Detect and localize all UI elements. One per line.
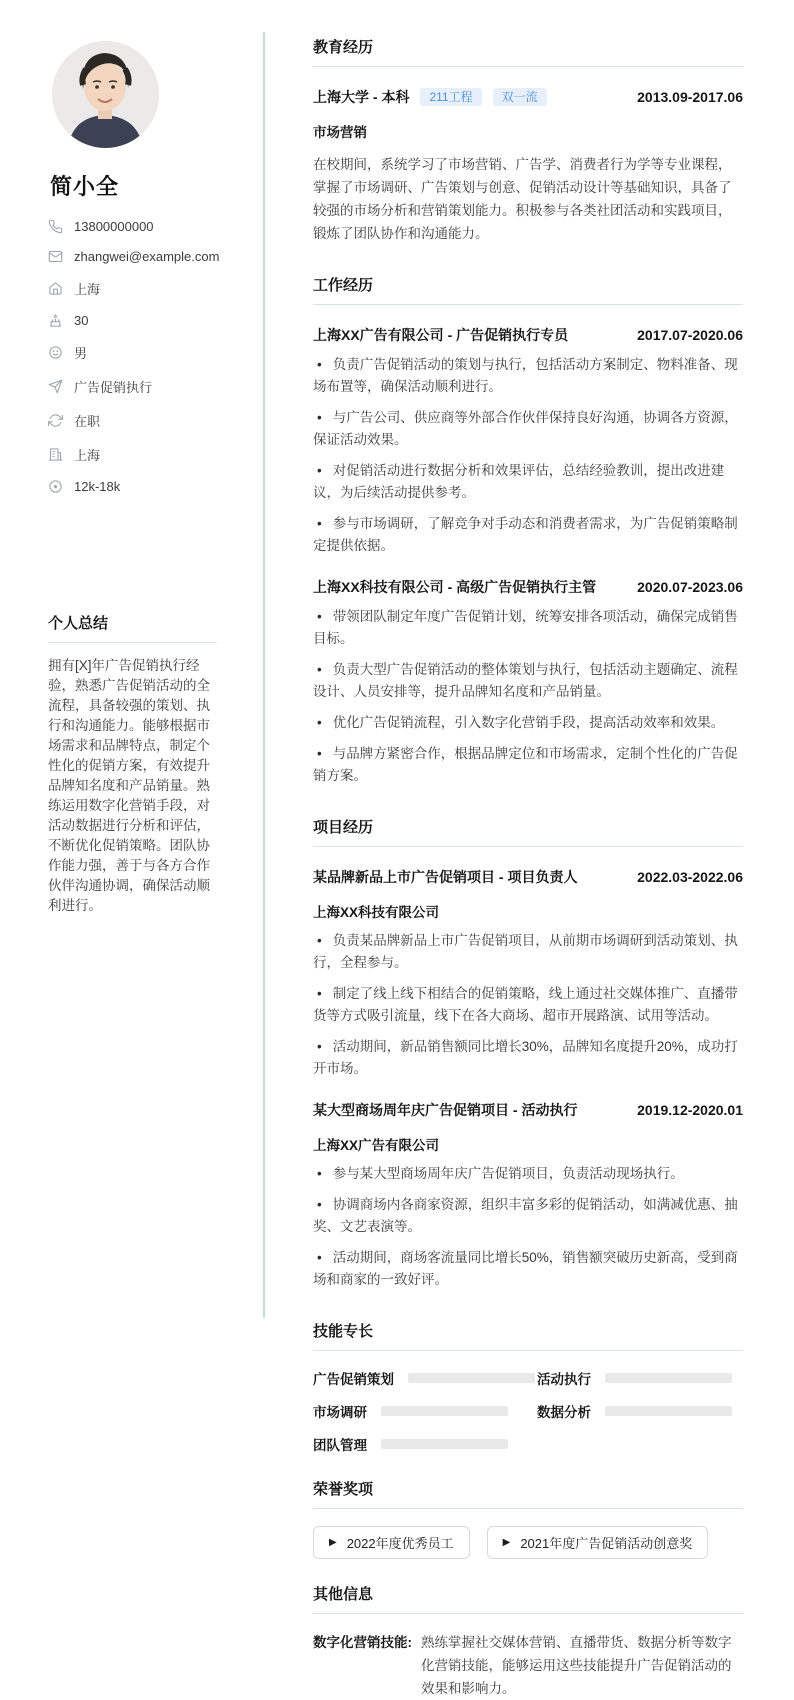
cake-icon — [48, 313, 63, 328]
project-entry-1-company: 上海XX科技有限公司 — [313, 905, 440, 920]
home-icon — [48, 281, 63, 296]
skill-item — [313, 1401, 537, 1421]
skill-label: 广告促销策划 — [313, 1372, 394, 1387]
phone-icon — [48, 219, 63, 234]
project-entry-2-bullet: • 活动期间，商场客流量同比增长50%，销售额突破历史新高，受到商场和商家的一致好评。 — [313, 1247, 743, 1291]
skill-item — [537, 1368, 743, 1388]
skill-label: 活动执行 — [537, 1372, 591, 1387]
play-icon — [329, 1538, 337, 1548]
work-entry-2-period: 2020.07-2023.06 — [637, 579, 743, 595]
gender-icon — [48, 345, 63, 360]
contact-phone — [48, 219, 217, 234]
work-entry-1-bullet: • 与广告公司、供应商等外部合作伙伴保持良好沟通，协调各方资源，保证活动效果。 — [313, 407, 743, 451]
contact-age-value: 30 — [74, 313, 89, 328]
work-entry-2-heading: 上海XX科技有限公司 - 高级广告促销执行主管 — [313, 579, 597, 595]
personal-summary-section — [48, 612, 217, 916]
candidate-name: 简小全 — [50, 174, 120, 199]
education-period: 2013.09-2017.06 — [637, 89, 743, 105]
awards-row — [313, 1526, 743, 1559]
contact-phone-value: 13800000000 — [74, 219, 154, 234]
work-entry-2 — [313, 577, 743, 787]
skill-bar — [408, 1373, 535, 1383]
education-entry-left — [313, 87, 547, 107]
contact-job-intention — [48, 377, 217, 396]
sidebar — [0, 0, 263, 1358]
work-entry-2-bullet: • 与品牌方紧密合作，根据品牌定位和市场需求，定制个性化的广告促销方案。 — [313, 743, 743, 787]
contact-email — [48, 249, 220, 264]
other-info-row — [313, 1631, 743, 1700]
contact-job-intention-value: 广告促销执行 — [74, 380, 153, 395]
project-entry-2 — [313, 1100, 743, 1291]
work-entry-1 — [313, 325, 743, 557]
skills-grid — [313, 1368, 743, 1454]
education-entry-head — [313, 87, 743, 107]
project-entry-2-bullet: • 协调商场内各商家资源，组织丰富多彩的促销活动，如满减优惠、抽奖、文艺表演等。 — [313, 1194, 743, 1238]
skills-section — [313, 1320, 743, 1454]
work-title: 工作经历 — [313, 274, 743, 305]
skills-title: 技能专长 — [313, 1320, 743, 1351]
status-icon — [48, 413, 63, 428]
school-tag-shuangyiliu: 双一流 — [493, 88, 547, 106]
school-degree: 上海大学 - 本科 — [313, 89, 410, 105]
project-entry-1-heading: 某品牌新品上市广告促销项目 - 项目负责人 — [313, 869, 578, 885]
work-entry-2-bullet: • 优化广告促销流程，引入数字化营销手段，提高活动效率和效果。 — [313, 712, 743, 734]
main-column — [263, 0, 794, 1696]
building-icon — [48, 447, 63, 462]
vertical-divider — [263, 32, 265, 1318]
contact-gender — [48, 343, 217, 362]
other-info-text: 熟练掌握社交媒体营销、直播带货、数据分析等数字化营销技能，能够运用这些技能提升广告促销活动的效果和影响力。 — [421, 1635, 732, 1696]
avatar-portrait — [52, 41, 159, 148]
play-icon — [503, 1538, 511, 1548]
skill-bar — [381, 1439, 508, 1449]
work-section — [313, 274, 743, 787]
skill-item — [313, 1368, 537, 1388]
skill-label: 团队管理 — [313, 1438, 367, 1453]
project-entry-1-bullet: • 制定了线上线下相结合的促销策略，线上通过社交媒体推广、直播带货等方式吸引流量，线下在各大商场、超市开展路演、试用等活动。 — [313, 983, 743, 1027]
project-entry-1 — [313, 867, 743, 1080]
projects-title: 项目经历 — [313, 816, 743, 847]
contact-age — [48, 313, 217, 328]
project-entry-2-heading: 某大型商场周年庆广告促销项目 - 活动执行 — [313, 1102, 578, 1118]
awards-title: 荣誉奖项 — [313, 1478, 743, 1509]
education-description: 在校期间，系统学习了市场营销、广告学、消费者行为学等专业课程，掌握了市场调研、广告策划与创意、促销活动设计等基础知识，具备了较强的市场分析和营销策划能力。积极参与各类社团活动和实践项目，锻炼了团队协作和沟通能力。 — [313, 157, 732, 241]
education-section — [313, 36, 743, 245]
contact-list — [48, 219, 220, 494]
skill-item — [537, 1401, 743, 1421]
award-chip — [487, 1526, 709, 1559]
school-tag-211: 211工程 — [420, 88, 481, 106]
award-chip-label: 2021年度广告促销活动创意奖 — [520, 1536, 693, 1551]
skill-bar — [605, 1406, 732, 1416]
other-info-section — [313, 1583, 743, 1700]
project-entry-2-bullet: • 参与某大型商场周年庆广告促销项目，负责活动现场执行。 — [313, 1163, 743, 1185]
project-entry-1-head — [313, 867, 743, 887]
send-icon — [48, 379, 63, 394]
contact-city — [48, 445, 217, 464]
skill-label: 数据分析 — [537, 1405, 591, 1420]
work-entry-1-period: 2017.07-2020.06 — [637, 327, 743, 343]
skill-bar — [605, 1373, 732, 1383]
avatar — [52, 41, 159, 148]
contact-salary-value: 12k-18k — [74, 479, 121, 494]
project-entry-1-bullet: • 活动期间，新品销售额同比增长30%，品牌知名度提升20%，成功打开市场。 — [313, 1036, 743, 1080]
work-entry-2-bullet: • 负责大型广告促销活动的整体策划与执行，包括活动主题确定、流程设计、人员安排等，提升品牌知名度和产品销量。 — [313, 659, 743, 703]
project-entry-2-company: 上海XX广告有限公司 — [313, 1138, 440, 1153]
skill-bar — [381, 1406, 508, 1416]
project-entry-2-head — [313, 1100, 743, 1120]
project-entry-2-period: 2019.12-2020.01 — [637, 1102, 743, 1118]
work-entry-1-bullet: • 对促销活动进行数据分析和效果评估，总结经验教训，提出改进建议，为后续活动提供参考。 — [313, 460, 743, 504]
contact-location — [48, 279, 217, 298]
target-icon — [48, 479, 63, 494]
contact-gender-value: 男 — [74, 346, 88, 361]
education-major: 市场营销 — [313, 125, 367, 140]
work-entry-1-head — [313, 325, 743, 345]
other-info-label: 数字化营销技能: — [313, 1635, 412, 1650]
education-entry — [313, 87, 743, 245]
personal-summary-text: 拥有[X]年广告促销执行经验，熟悉广告促销活动的全流程，具备较强的策划、执行和沟通能力。能够根据市场需求和品牌特点，制定个性化的促销方案，有效提升品牌知名度和产品销量。熟练运用数字化营销手段，对活动数据进行分析和评估，不断优化促销策略。团队协作能力强，善于与各方合作伙伴沟通协调，确保活动顺利进行。 — [48, 658, 210, 913]
skill-item — [313, 1434, 537, 1454]
project-entry-1-period: 2022.03-2022.06 — [637, 869, 743, 885]
award-chip-label: 2022年度优秀员工 — [346, 1536, 454, 1551]
work-entry-2-head — [313, 577, 743, 597]
education-title: 教育经历 — [313, 36, 743, 67]
awards-section — [313, 1478, 743, 1559]
project-entry-1-bullet: • 负责某品牌新品上市广告促销项目，从前期市场调研到活动策划、执行，全程参与。 — [313, 930, 743, 974]
projects-section — [313, 816, 743, 1291]
other-info-title: 其他信息 — [313, 1583, 743, 1614]
work-entry-1-heading: 上海XX广告有限公司 - 广告促销执行专员 — [313, 327, 569, 343]
contact-status-value: 在职 — [74, 414, 101, 429]
contact-email-value: zhangwei@example.com — [74, 249, 220, 264]
work-entry-1-bullet: • 负责广告促销活动的策划与执行，包括活动方案制定、物料准备、现场布置等，确保活动顺利进行。 — [313, 354, 743, 398]
contact-location-value: 上海 — [74, 282, 101, 297]
work-entry-1-bullet: • 参与市场调研，了解竞争对手动态和消费者需求，为广告促销策略制定提供依据。 — [313, 513, 743, 557]
contact-city-value: 上海 — [74, 448, 101, 463]
skill-label: 市场调研 — [313, 1405, 367, 1420]
contact-status — [48, 411, 217, 430]
personal-summary-title: 个人总结 — [48, 612, 217, 643]
mail-icon — [48, 249, 63, 264]
contact-salary — [48, 479, 217, 494]
award-chip — [313, 1526, 470, 1559]
work-entry-2-bullet: • 带领团队制定年度广告促销计划，统筹安排各项活动，确保完成销售目标。 — [313, 606, 743, 650]
